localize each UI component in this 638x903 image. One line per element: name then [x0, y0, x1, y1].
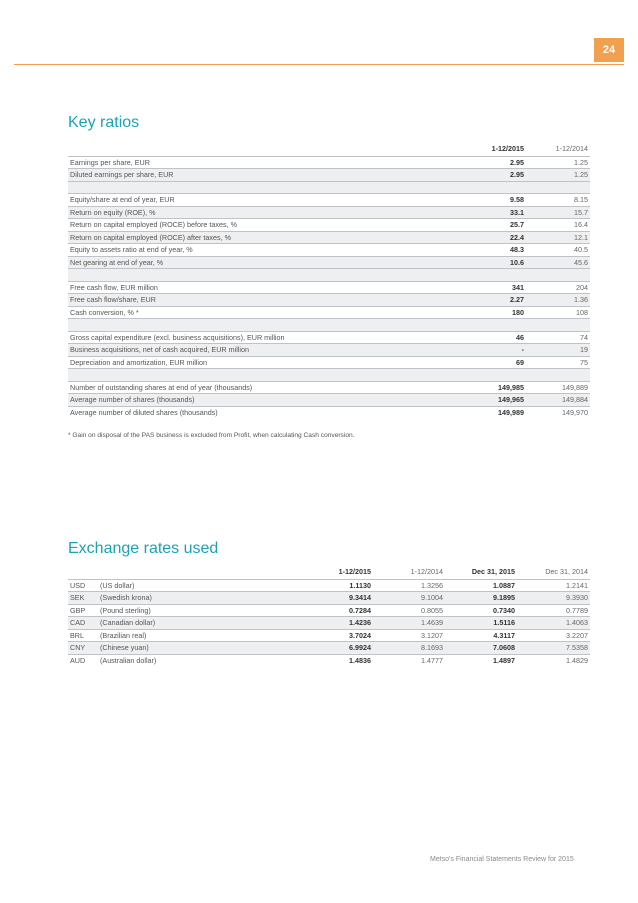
exchange-rates-header-row	[68, 565, 590, 579]
dec-rate-2014: 9.3930	[517, 592, 590, 605]
value-2015: 2.27	[458, 294, 526, 307]
table-row	[68, 306, 590, 319]
key-ratios-footnote: * Gain on disposal of the PAS business is excluded from Profit, when calculating Cash conversion.	[68, 432, 355, 439]
row-label: Earnings per share, EUR	[68, 156, 458, 169]
avg-rate-2014: 9.1004	[373, 592, 445, 605]
exchange-rates-title: Exchange rates used	[68, 540, 219, 557]
currency-name: (Chinese yuan)	[98, 642, 298, 655]
key-ratios-header-row	[68, 142, 590, 156]
dec-rate-2014: 1.2141	[517, 579, 590, 592]
value-2015: 341	[458, 281, 526, 294]
key-ratios-title: Key ratios	[68, 114, 140, 131]
group-spacer	[68, 269, 590, 282]
table-row	[68, 642, 590, 655]
row-label: Equity to assets ratio at end of year, %	[68, 244, 458, 257]
page-footer: Metso's Financial Statements Review for 2015	[430, 856, 574, 863]
avg-rate-2015: 1.4836	[298, 654, 373, 667]
row-label: Average number of diluted shares (thousands)	[68, 406, 458, 419]
dec-rate-2014: 3.2207	[517, 629, 590, 642]
group-spacer	[68, 369, 590, 382]
avg-rate-2015: 9.3414	[298, 592, 373, 605]
dec-rate-2014: 1.4063	[517, 617, 590, 630]
avg-rate-2014: 1.4639	[373, 617, 445, 630]
row-label: Diluted earnings per share, EUR	[68, 169, 458, 182]
value-2014: 16.4	[526, 219, 590, 232]
table-row	[68, 244, 590, 257]
avg-rate-2014: 8.1693	[373, 642, 445, 655]
dec-rate-2015: 7.0608	[445, 642, 517, 655]
dec-rate-2014: 7.5358	[517, 642, 590, 655]
value-2014: 74	[526, 331, 590, 344]
currency-code: BRL	[68, 629, 98, 642]
table-row	[68, 281, 590, 294]
table-row	[68, 579, 590, 592]
col-header-2014: 1-12/2014	[555, 144, 588, 154]
value-2015: 25.7	[458, 219, 526, 232]
header-rule	[14, 64, 624, 65]
currency-code: CNY	[68, 642, 98, 655]
table-row	[68, 194, 590, 207]
group-spacer	[68, 319, 590, 332]
value-2014: 45.6	[526, 256, 590, 269]
currency-name: (Brazilian real)	[98, 629, 298, 642]
value-2014: 1.36	[526, 294, 590, 307]
value-2014: 8.15	[526, 194, 590, 207]
table-row	[68, 592, 590, 605]
row-label: Net gearing at end of year, %	[68, 256, 458, 269]
table-row	[68, 331, 590, 344]
value-2014: 204	[526, 281, 590, 294]
table-row	[68, 394, 590, 407]
table-row	[68, 256, 590, 269]
value-2014: 149,884	[526, 394, 590, 407]
fx-col-avg-2014: 1-12/2014	[410, 567, 443, 577]
avg-rate-2014: 3.1207	[373, 629, 445, 642]
value-2015: 10.6	[458, 256, 526, 269]
currency-code: GBP	[68, 604, 98, 617]
page-number-badge: 24	[594, 38, 624, 62]
exchange-rates-table	[68, 565, 590, 667]
value-2015: 149,989	[458, 406, 526, 419]
avg-rate-2014: 1.3256	[373, 579, 445, 592]
row-label: Free cash flow, EUR million	[68, 281, 458, 294]
row-label: Number of outstanding shares at end of year (thousands)	[68, 381, 458, 394]
value-2015: 9.58	[458, 194, 526, 207]
value-2015: 22.4	[458, 231, 526, 244]
currency-name: (Pound sterling)	[98, 604, 298, 617]
table-row	[68, 356, 590, 369]
table-row	[68, 654, 590, 667]
row-label: Business acquisitions, net of cash acquired, EUR million	[68, 344, 458, 357]
value-2014: 19	[526, 344, 590, 357]
col-header-2015: 1-12/2015	[491, 144, 524, 154]
currency-code: SEK	[68, 592, 98, 605]
value-2015: 69	[458, 356, 526, 369]
avg-rate-2015: 3.7024	[298, 629, 373, 642]
value-2015: 2.95	[458, 156, 526, 169]
group-spacer	[68, 181, 590, 194]
value-2014: 149,970	[526, 406, 590, 419]
table-row	[68, 629, 590, 642]
value-2015: 149,985	[458, 381, 526, 394]
table-row	[68, 406, 590, 419]
table-row	[68, 294, 590, 307]
dec-rate-2015: 4.3117	[445, 629, 517, 642]
value-2014: 15.7	[526, 206, 590, 219]
value-2014: 149,889	[526, 381, 590, 394]
currency-name: (Canadian dollar)	[98, 617, 298, 630]
row-label: Equity/share at end of year, EUR	[68, 194, 458, 207]
avg-rate-2015: 1.4236	[298, 617, 373, 630]
dec-rate-2015: 1.4897	[445, 654, 517, 667]
table-row	[68, 604, 590, 617]
currency-name: (US dollar)	[98, 579, 298, 592]
row-label: Depreciation and amortization, EUR million	[68, 356, 458, 369]
row-label: Gross capital expenditure (excl. business acquisitions), EUR million	[68, 331, 458, 344]
value-2014: 12.1	[526, 231, 590, 244]
avg-rate-2015: 0.7284	[298, 604, 373, 617]
value-2014: 1.25	[526, 169, 590, 182]
row-label: Return on equity (ROE), %	[68, 206, 458, 219]
currency-code: AUD	[68, 654, 98, 667]
avg-rate-2014: 1.4777	[373, 654, 445, 667]
value-2014: 108	[526, 306, 590, 319]
dec-rate-2015: 1.0887	[445, 579, 517, 592]
fx-col-dec-2014: Dec 31, 2014	[545, 567, 588, 577]
currency-code: CAD	[68, 617, 98, 630]
value-2015: 48.3	[458, 244, 526, 257]
key-ratios-table	[68, 142, 590, 419]
currency-name: (Swedish krona)	[98, 592, 298, 605]
value-2015: 180	[458, 306, 526, 319]
table-row	[68, 206, 590, 219]
avg-rate-2014: 0.8055	[373, 604, 445, 617]
dec-rate-2014: 1.4829	[517, 654, 590, 667]
value-2015: 2.95	[458, 169, 526, 182]
value-2014: 1.25	[526, 156, 590, 169]
currency-name: (Australian dollar)	[98, 654, 298, 667]
table-row	[68, 381, 590, 394]
value-2015: 33.1	[458, 206, 526, 219]
currency-code: USD	[68, 579, 98, 592]
value-2014: 75	[526, 356, 590, 369]
value-2015: 149,965	[458, 394, 526, 407]
row-label: Return on capital employed (ROCE) after taxes, %	[68, 231, 458, 244]
table-row	[68, 344, 590, 357]
value-2014: 40.5	[526, 244, 590, 257]
row-label: Average number of shares (thousands)	[68, 394, 458, 407]
table-row	[68, 169, 590, 182]
row-label: Free cash flow/share, EUR	[68, 294, 458, 307]
value-2015: -	[458, 344, 526, 357]
table-row	[68, 156, 590, 169]
row-label: Return on capital employed (ROCE) before taxes, %	[68, 219, 458, 232]
table-row	[68, 231, 590, 244]
table-row	[68, 219, 590, 232]
row-label: Cash conversion, % *	[68, 306, 458, 319]
dec-rate-2015: 9.1895	[445, 592, 517, 605]
dec-rate-2015: 0.7340	[445, 604, 517, 617]
fx-col-dec-2015: Dec 31, 2015	[471, 567, 515, 577]
table-row	[68, 617, 590, 630]
avg-rate-2015: 6.9924	[298, 642, 373, 655]
value-2015: 46	[458, 331, 526, 344]
avg-rate-2015: 1.1130	[298, 579, 373, 592]
dec-rate-2015: 1.5116	[445, 617, 517, 630]
dec-rate-2014: 0.7789	[517, 604, 590, 617]
fx-col-avg-2015: 1-12/2015	[338, 567, 371, 577]
